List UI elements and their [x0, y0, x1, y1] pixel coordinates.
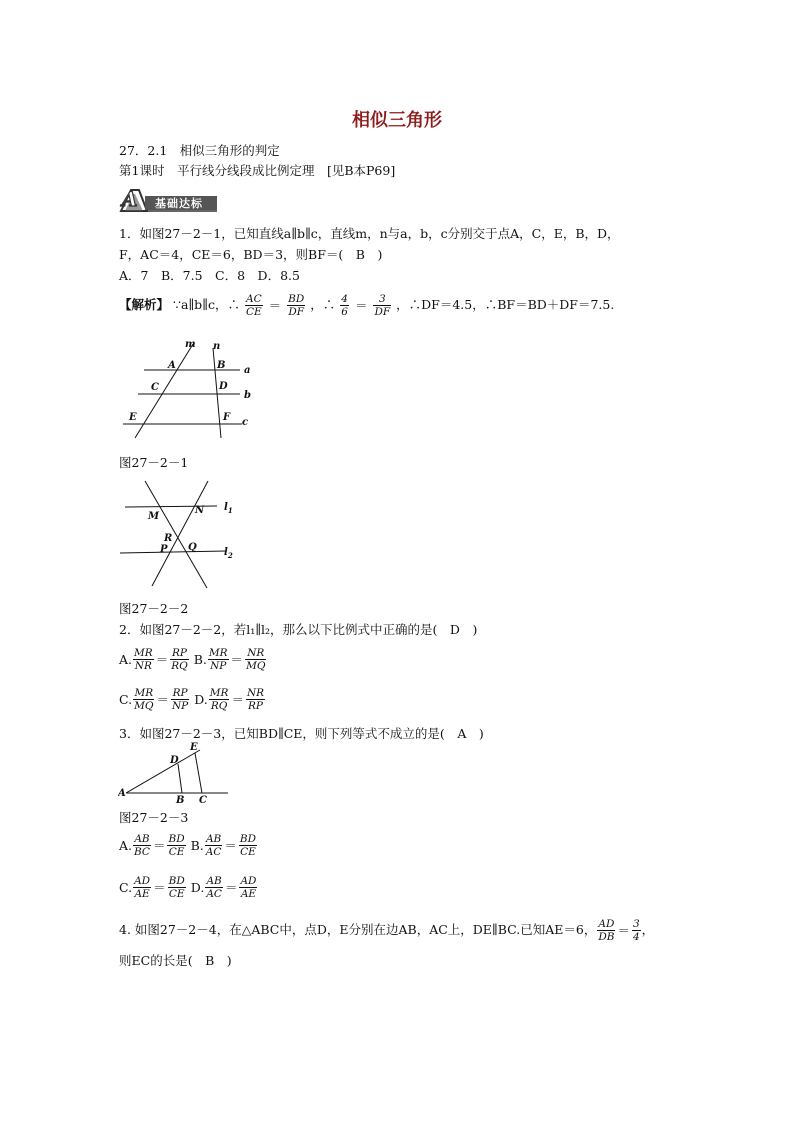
label-F: F [223, 412, 231, 423]
fraction-4-6: $\frac{4}{6}$ [341, 293, 348, 318]
label-B: B [176, 795, 185, 806]
label-c: c [242, 417, 249, 428]
label-a: a [244, 365, 251, 376]
q1-analysis [119, 287, 614, 323]
badge-label: 基础达标 [155, 197, 203, 210]
q2-stem: 2．如图27－2－2，若l₁∥l₂，那么以下比例式中正确的是( D ) [119, 622, 478, 637]
fraction-3-df: $\frac{3}{DF}$ [374, 293, 391, 318]
option-b-label: B. [190, 837, 204, 853]
label-Q: Q [188, 542, 197, 553]
option-d-label: D. [194, 691, 208, 707]
option-c-label: C. [119, 879, 133, 895]
q2-options-row2: C. $\frac{MR}{MQ}$ ＝ $\frac{RP}{NP}$ D. $\frac{MR}{RQ}$ ＝ $\frac{NR}{RP}$ [119, 681, 266, 717]
q3-stem: 3．如图27－2－3，已知BD∥CE，则下列等式不成立的是( A ) [119, 726, 484, 741]
q3-options-row1: A. $\frac{AB}{BC}$ ＝ $\frac{BD}{CE}$ B. $\frac{AB}{AC}$ ＝ $\frac{BD}{CE}$ [119, 827, 258, 863]
label-N: N [195, 505, 205, 516]
option-d-label: D. [190, 879, 205, 895]
option-a-label: A. [119, 651, 133, 667]
q4-line1: 4. 如图27－2－4，在△ABC中，点D，E分别在边AB，AC上，DE∥BC.已知AE＝6， $\frac{AD}{DB}$ ＝ $\frac{3}{4}$ ， [119, 918, 655, 943]
fraction-3-4: $\frac{3}{4}$ [632, 918, 640, 943]
q1-line2: F，AC＝4，CE＝6，BD＝3，则BF＝( B ) [119, 247, 383, 262]
label-A: A [168, 360, 176, 371]
option-b-label: B. [193, 651, 207, 667]
fraction-bd-df: $\frac{BD}{DF}$ [288, 293, 305, 318]
label-E: E [129, 412, 137, 423]
label-l1: $l_1$ [224, 502, 233, 515]
therefore-sep: ，∴ [310, 297, 336, 312]
q1-options: A．7 B．7.5 C．8 D．8.5 [119, 268, 300, 283]
fig2-caption: 图27－2－2 [119, 601, 189, 616]
label-b: b [244, 390, 251, 401]
page-title: 相似三角形 [352, 110, 442, 131]
label-B: B [217, 360, 226, 371]
fig3-caption: 图27－2－3 [119, 810, 189, 825]
label-P: P [160, 544, 168, 555]
figure-27-2-2 [118, 476, 248, 593]
label-E: E [190, 742, 198, 753]
option-a-label: A. [119, 837, 133, 853]
label-C: C [151, 382, 159, 393]
label-m: m [185, 339, 196, 350]
label-R: R [164, 533, 173, 544]
label-l2: $l_2$ [224, 547, 233, 560]
label-D: D [219, 381, 228, 392]
badge-letter: A [122, 187, 138, 211]
label-M: M [148, 511, 160, 522]
q1-line1: 1．如图27－2－1，已知直线a∥b∥c，直线m，n与a，b，c分别交于点A，C，E，B，D， [119, 226, 620, 241]
fraction-ad-db: $\frac{AD}{DB}$ [598, 918, 615, 943]
section-heading: 27．2.1 相似三角形的判定 [119, 143, 280, 158]
figure-27-2-3 [118, 740, 233, 809]
analysis-post: ，∴DF＝4.5，∴BF＝BD＋DF＝7.5. [396, 297, 615, 312]
analysis-label: 【解析】 [119, 297, 170, 312]
analysis-pre: ∵a∥b∥c，∴ [173, 297, 240, 312]
option-c-label: C. [119, 691, 133, 707]
fig1-caption: 图27－2－1 [119, 455, 189, 470]
section-badge [119, 187, 219, 216]
label-n: n [213, 341, 221, 352]
q4-line2: 则EC的长是( B ) [119, 953, 232, 968]
q3-options-row2: C. $\frac{AD}{AE}$ ＝ $\frac{BD}{CE}$ D. $\frac{AB}{AC}$ ＝ $\frac{AD}{AE}$ [119, 869, 258, 905]
figure-27-2-1 [118, 338, 268, 447]
equals-sign: ＝ [268, 297, 282, 313]
label-D: D [170, 755, 179, 766]
q4-stem: 4. 如图27－2－4，在△ABC中，点D，E分别在边AB，AC上，DE∥BC.已知AE＝6， [119, 922, 597, 937]
fraction-ac-ce: $\frac{AC}{CE}$ [245, 293, 262, 318]
q2-options-row1: A. $\frac{MR}{NR}$ ＝ $\frac{RP}{RQ}$ B. $\frac{MR}{NP}$ ＝ $\frac{NR}{MQ}$ [119, 641, 267, 677]
lesson-heading: 第1课时 平行线分线段成比例定理 [见B本P69] [119, 163, 396, 178]
label-C: C [199, 795, 207, 806]
equals-sign: ＝ [354, 297, 368, 313]
label-A: A [118, 788, 126, 799]
